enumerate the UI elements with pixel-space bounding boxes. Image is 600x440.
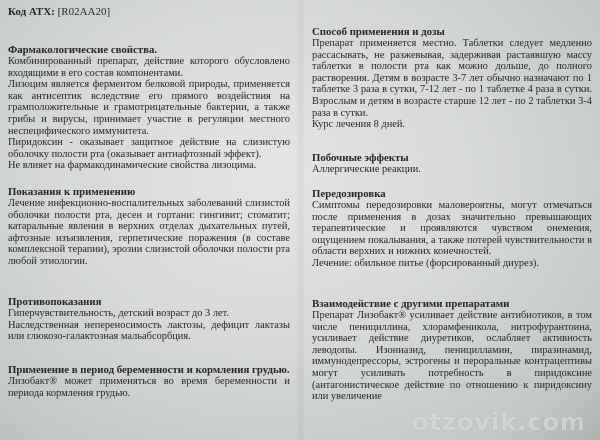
- paragraph: Лечение: обильное питье (форсированный диурез).: [312, 257, 539, 269]
- section-heading: Применение в период беременности и кормления грудью.: [8, 364, 290, 376]
- paragraph: Препарат Лизобакт® усиливает действие антибиотиков, в том числе пенициллина, хлорамфеникола, нитрофурантоина, усиливает действие диуретиков, ослабляет активность леводопы. Изониазид, пеницилламин, пиразинамид, иммунодепрессоры, эстрогены и пероральные контрацептивы могут усиливать потребность в пиридоксине (антагонистическое действие по отношению к пиридоксину или увеличение: [312, 310, 592, 403]
- section-pregnancy: [8, 364, 290, 399]
- paragraph: Гиперчувствительность, детский возраст до 3 лет.: [8, 308, 230, 319]
- paragraph: Лечение инфекционно-воспалительных заболеваний слизистой оболочки полости рта, десен и гортани: гингивит; стоматит; катаральные явления в верхних отделах дыхательных путей, афтозные изъязвления, герпетические поражения (в составе комплексной терапии), эрозии слизистой оболочки полости рта любой этиологии.: [8, 198, 290, 267]
- atx-label: Код АТХ:: [8, 6, 55, 18]
- paragraph: Лизобакт® может применяться во время беременности и периода кормления грудью.: [8, 376, 290, 399]
- paragraph: Симптомы передозировки маловероятны, могут отмечаться после применения в дозах значительно превышающих терапевтические и проявляются чувством онемения, ощущением покалывания, а также потерей чувствительности в области верхних и нижних конечностей.: [312, 200, 592, 258]
- paper-fold: [296, 0, 306, 440]
- section-heading: Фармакологические свойства.: [8, 44, 158, 56]
- paragraph: Комбинированный препарат, действие которого обусловлено входящими в его состав компонентами.: [8, 56, 290, 79]
- paragraph: Пиридоксин - оказывает защитное действие на слизистую оболочку полости рта (оказывает антиафтозный эффект).: [8, 137, 290, 160]
- section-heading: Взаимодействие с другими препаратами: [312, 298, 510, 310]
- paragraph: Курс лечения 8 дней.: [312, 119, 406, 131]
- watermark: otzovik.com: [411, 408, 586, 436]
- atx-code: [R02AA20]: [57, 6, 111, 18]
- paragraph: Наследственная непереносимость лактозы, дефицит лактазы или глюкозо-галактозная мальабсорбция.: [8, 319, 290, 343]
- section-heading: Противопоказания: [8, 296, 102, 308]
- section-heading: Способ применения и дозы: [312, 26, 445, 38]
- section-contraindications: [8, 296, 290, 343]
- section-side-effects: [312, 152, 592, 176]
- section-dosage: [312, 26, 592, 131]
- section-overdose: [312, 188, 592, 270]
- paragraph: Аллергические реакции.: [312, 164, 421, 175]
- section-indications: [8, 186, 290, 268]
- paragraph: Лизоцим является ферментом белковой природы, применяется как антисептик вследствие его прямого воздействия на грамположительные и грамотрицательные бактерии, а также грибы и вирусы, принимает участие в регуляции местного неспецифического иммунитета.: [8, 79, 290, 137]
- paragraph: Препарат применяется местно. Таблетки следует медленно рассасывать, не разжевывая, задерживая растаявшую массу таблетки в полости рта как можно дольше, до полного растворения. Детям в возрасте 3-7 лет обычно назначают по 1 таблетке 3 раза в сутки, 7-12 лет - по 1 таблетке 4 раза в сутки. Взрослым и детям в возрасте старше 12 лет - по 2 таблетки 3-4 раза в сутки.: [312, 38, 592, 119]
- atx-code-line: [8, 6, 110, 18]
- section-heading: Передозировка: [312, 188, 386, 200]
- section-pharmacology: [8, 44, 290, 172]
- paragraph: Не влияет на фармакодинамические свойства лизоцима.: [8, 160, 257, 172]
- section-heading: Побочные эффекты: [312, 152, 409, 164]
- section-heading: Показания к применению: [8, 186, 136, 198]
- section-interactions: [312, 298, 592, 403]
